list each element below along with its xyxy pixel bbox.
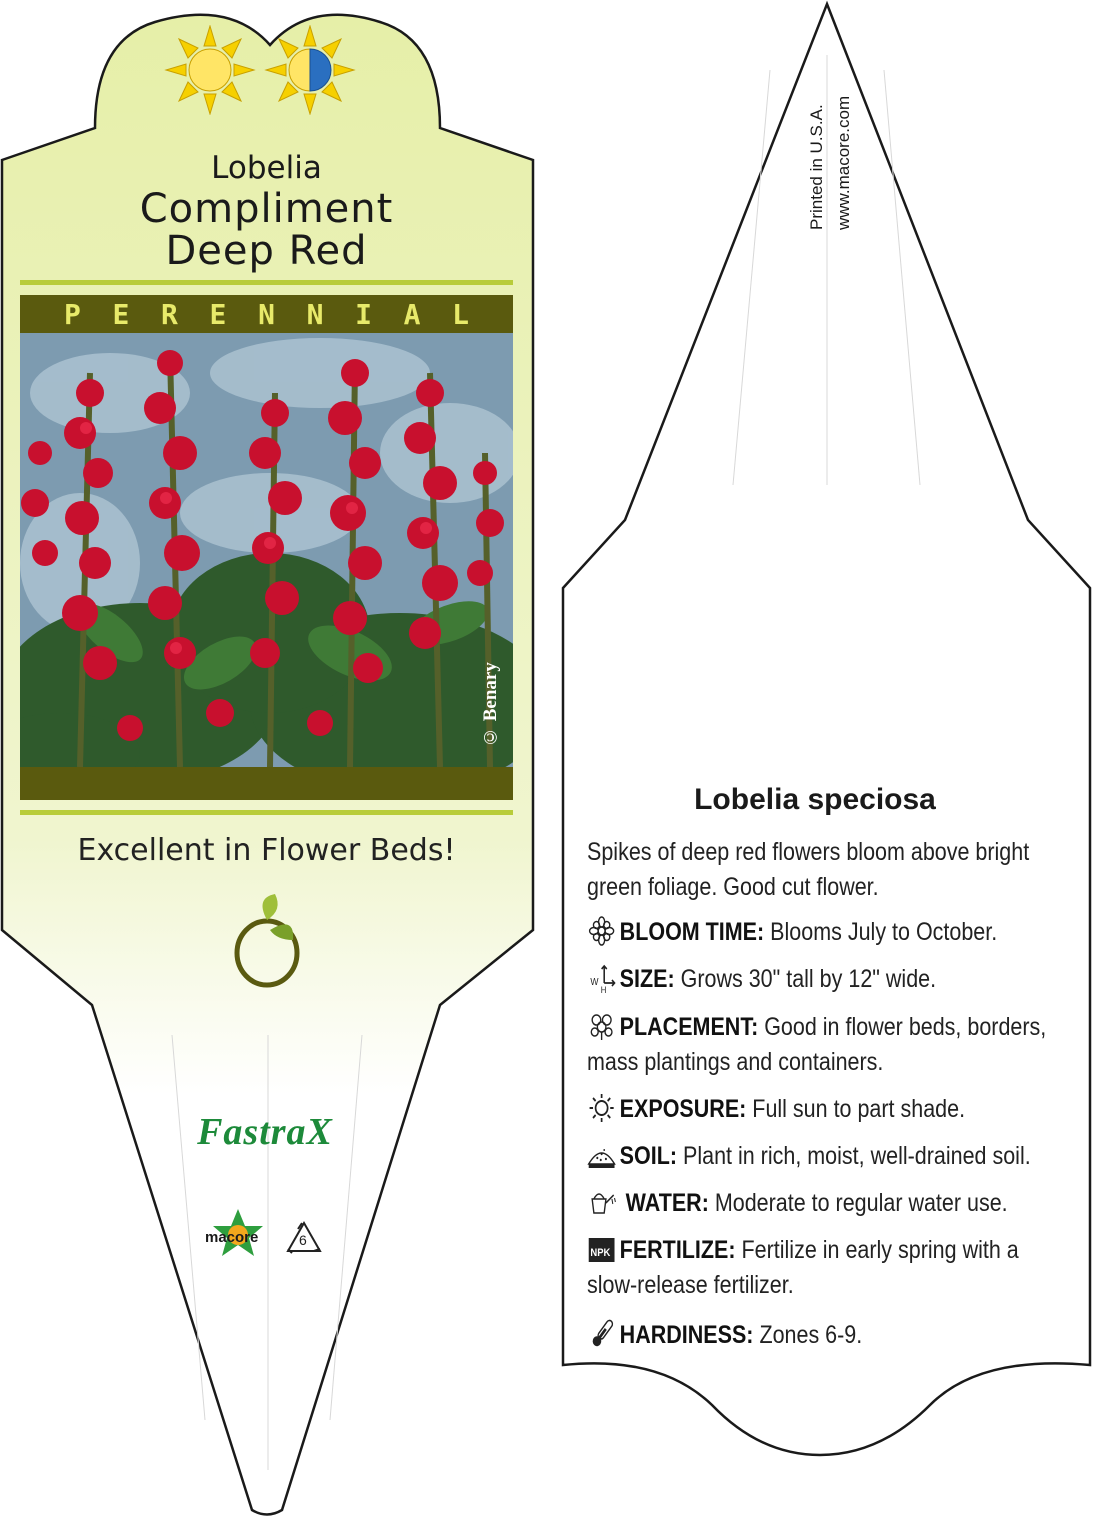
attribute-water [587, 1186, 1057, 1221]
attribute-label: WATER: [625, 1189, 709, 1217]
sprout-logo-icon [225, 890, 315, 990]
attribute-value: Plant in rich, moist, well-drained soil. [682, 1142, 1031, 1170]
sun-icons [160, 25, 360, 115]
attribute-value: Zones 6-9. [759, 1321, 863, 1349]
fertilizer-icon [587, 1234, 616, 1264]
fertilizer-icon-text: NPK [590, 1247, 611, 1260]
recycle-icon [284, 1220, 324, 1256]
category-label: P E R E N N I A L [64, 298, 469, 331]
watering-can-icon [587, 1187, 616, 1217]
attribute-label: FERTILIZE: [619, 1236, 736, 1264]
flower-icon [587, 916, 616, 946]
attribute-label: HARDINESS: [619, 1321, 754, 1349]
attribute-value: Full sun to part shade. [752, 1095, 966, 1123]
attribute-value: Fertilize in early spring with a slow-release fertilizer. [587, 1236, 1019, 1299]
attribute-placement [587, 1010, 1057, 1080]
species-name: Lobelia speciosa [694, 783, 936, 816]
size-icon-h: H [600, 984, 607, 993]
bottom-band [20, 767, 513, 800]
recycle-code: 6 [299, 1232, 307, 1248]
attribute-label: SOIL: [619, 1142, 678, 1170]
brand-logo: FastraX [197, 1111, 333, 1153]
attribute-value: Moderate to regular water use. [714, 1189, 1008, 1217]
photo-credit: © Benary [480, 662, 501, 748]
thermometer-icon [587, 1319, 616, 1349]
attribute-label: EXPOSURE: [619, 1095, 747, 1123]
attribute-size [587, 962, 1057, 997]
cultivar-line-1: Compliment [139, 186, 394, 232]
printed-in: Printed in U.S.A. [807, 104, 826, 230]
attribute-exposure [587, 1092, 1057, 1127]
attribute-fertilize [587, 1233, 1057, 1303]
attribute-value: Grows 30" tall by 12" wide. [680, 965, 937, 993]
attribute-label: BLOOM TIME: [619, 918, 765, 946]
part-shade-icon [266, 26, 354, 114]
description: Spikes of deep red flowers bloom above bright green foliage. Good cut flower. [587, 838, 1030, 901]
placement-icon [587, 1011, 616, 1041]
flower-photo [20, 333, 513, 767]
genus-name: Lobelia [211, 150, 322, 186]
attribute-label: PLACEMENT: [619, 1013, 759, 1041]
cultivar-line-2: Deep Red [165, 228, 368, 274]
tagline: Excellent in Flower Beds! [77, 833, 456, 868]
size-icon-w: W [590, 976, 599, 988]
attribute-label: SIZE: [619, 965, 675, 993]
attribute-value: Good in flower beds, borders, mass plantings and containers. [587, 1013, 1047, 1076]
macore-wordmark: macore [205, 1229, 259, 1246]
attribute-soil [587, 1139, 1057, 1174]
sun-outline-icon [587, 1093, 616, 1123]
attribute-bloom-time [587, 915, 1057, 950]
website: www.macore.com [834, 95, 853, 230]
soil-icon [587, 1140, 616, 1170]
printed-info [803, 70, 863, 230]
full-sun-icon [166, 26, 254, 114]
size-icon [587, 963, 616, 993]
attribute-hardiness [587, 1318, 1057, 1353]
attribute-value: Blooms July to October. [770, 918, 998, 946]
